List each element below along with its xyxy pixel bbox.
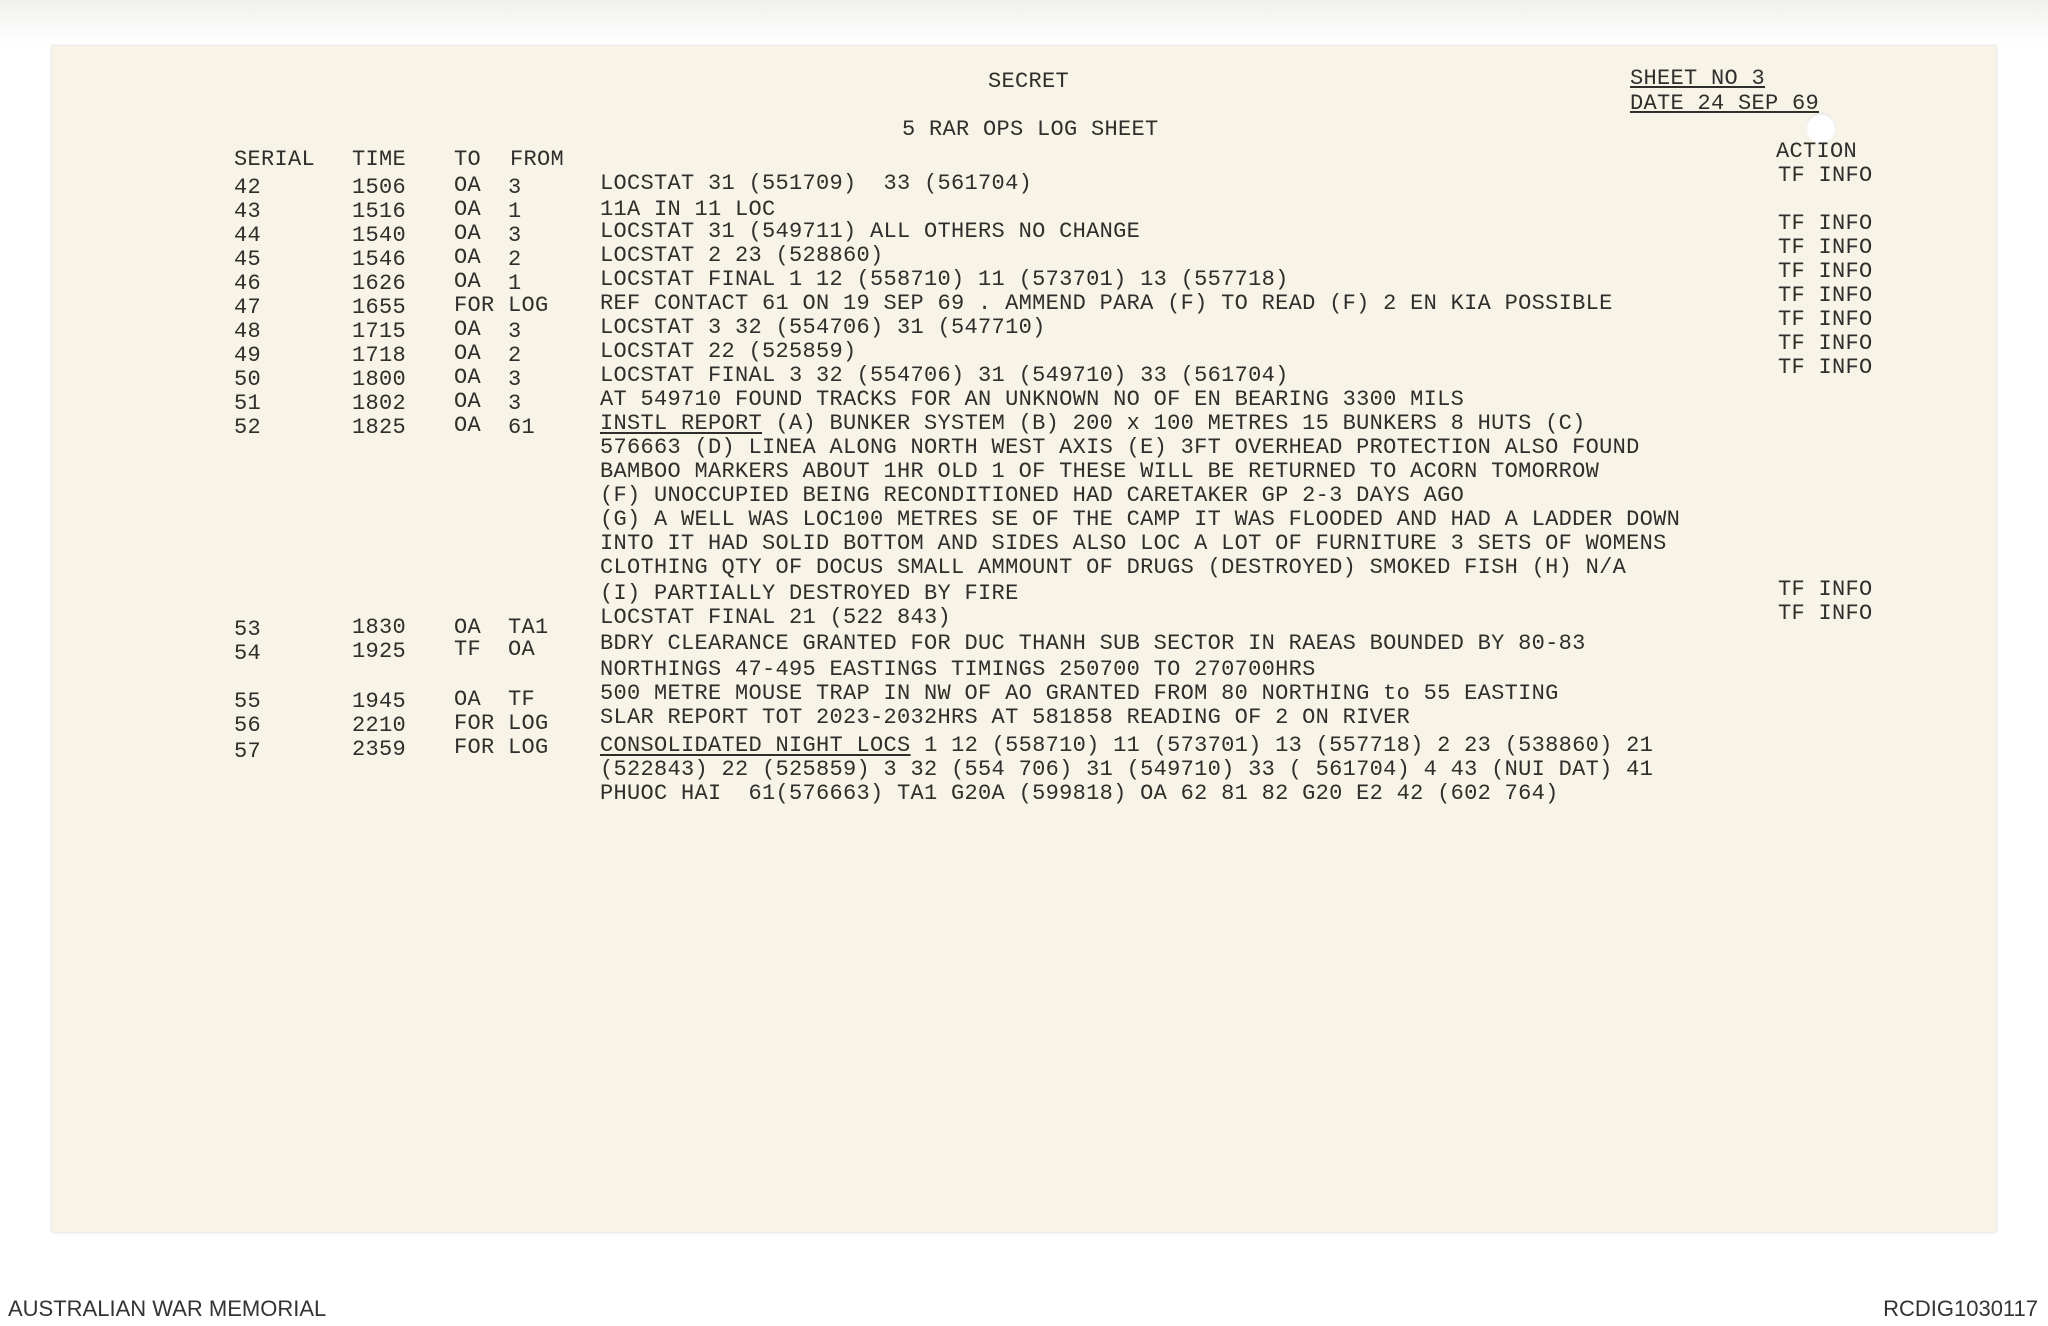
entry-time: 1802 (352, 391, 407, 416)
action-note: TF INFO (1778, 355, 1873, 380)
column-header-to: TO (454, 147, 482, 172)
entry-time: 2210 (352, 713, 407, 738)
entry-time: 1715 (352, 319, 407, 344)
entry-from: 3 (508, 391, 522, 416)
entry-to: OA (454, 317, 482, 342)
action-note: TF INFO (1778, 235, 1873, 260)
entry-to: OA (454, 245, 482, 270)
entry-time: 1655 (352, 295, 407, 320)
entry-to: OA (454, 269, 482, 294)
entry-message-continuation: CLOTHING QTY OF DOCUS SMALL AMMOUNT OF DRUGS (DESTROYED) SMOKED FISH (H) N/A (600, 555, 1627, 580)
entry-message: 500 METRE MOUSE TRAP IN NW OF AO GRANTED FROM 80 NORTHING to 55 EASTING (600, 681, 1559, 706)
entry-time: 2359 (352, 737, 407, 762)
entry-message-continuation: (G) A WELL WAS LOC100 METRES SE OF THE CAMP IT WAS FLOODED AND HAD A LADDER DOWN (600, 507, 1681, 532)
entry-from: 2 (508, 247, 522, 272)
entry-message-continuation: (522843) 22 (525859) 3 32 (554 706) 31 (549710) 33 ( 561704) 4 43 (NUI DAT) 41 (600, 757, 1654, 782)
action-note: TF INFO (1778, 307, 1873, 332)
entry-from: LOG (508, 711, 549, 736)
entry-from: 3 (508, 223, 522, 248)
entry-time: 1925 (352, 639, 407, 664)
entry-message: AT 549710 FOUND TRACKS FOR AN UNKNOWN NO OF EN BEARING 3300 MILS (600, 387, 1465, 412)
entry-to: OA (454, 413, 482, 438)
column-header-serial: SERIAL (234, 147, 316, 172)
action-note: TF INFO (1778, 163, 1873, 188)
entry-from: 3 (508, 367, 522, 392)
entry-serial: 47 (234, 295, 262, 320)
entry-message: LOCSTAT 3 32 (554706) 31 (547710) (600, 315, 1046, 340)
entry-to: FOR (454, 735, 495, 760)
entry-time: 1800 (352, 367, 407, 392)
entry-message (600, 412, 1586, 436)
entry-from: 2 (508, 343, 522, 368)
entry-serial: 49 (234, 343, 262, 368)
entry-message (600, 734, 1653, 758)
entry-to: OA (454, 365, 482, 390)
action-note: TF INFO (1778, 577, 1873, 602)
entry-serial: 43 (234, 199, 262, 224)
sheet-number: SHEET NO 3 (1630, 66, 1766, 91)
archive-credit: AUSTRALIAN WAR MEMORIAL (8, 1296, 327, 1321)
entry-from: OA (508, 637, 536, 662)
entry-message-continuation: PHUOC HAI 61(576663) TA1 G20A (599818) OA 62 81 82 G20 E2 42 (602 764) (600, 781, 1559, 806)
entry-time: 1516 (352, 199, 407, 224)
entry-to: FOR (454, 293, 495, 318)
entry-time: 1626 (352, 271, 407, 296)
entry-message: REF CONTACT 61 ON 19 SEP 69 . AMMEND PARA (F) TO READ (F) 2 EN KIA POSSIBLE (600, 291, 1613, 316)
entry-to: OA (454, 221, 482, 246)
action-note: TF INFO (1778, 601, 1873, 626)
entry-message-body: (A) BUNKER SYSTEM (B) 200 x 100 METRES 15 BUNKERS 8 HUTS (C) (762, 411, 1586, 436)
entry-from: 1 (508, 271, 522, 296)
entry-serial: 53 (234, 617, 262, 642)
entry-from: TF (508, 687, 536, 712)
entry-to: FOR (454, 711, 495, 736)
entry-from: 3 (508, 319, 522, 344)
entry-serial: 54 (234, 641, 262, 666)
entry-to: TF (454, 637, 482, 662)
entry-to: OA (454, 173, 482, 198)
entry-message: LOCSTAT FINAL 1 12 (558710) 11 (573701) 13 (557718) (600, 267, 1289, 292)
entry-message-continuation: (I) PARTIALLY DESTROYED BY FIRE (600, 581, 1019, 606)
archive-reference: RCDIG1030117 (1883, 1296, 2038, 1321)
entry-message-body: 1 12 (558710) 11 (573701) 13 (557718) 2 23 (538860) 21 (910, 733, 1654, 758)
column-header-from: FROM (510, 147, 565, 172)
entry-message-continuation: (F) UNOCCUPIED BEING RECONDITIONED HAD CARETAKER GP 2-3 DAYS AGO (600, 483, 1465, 508)
column-header-action: ACTION (1776, 139, 1858, 164)
entry-serial: 48 (234, 319, 262, 344)
entry-message: BDRY CLEARANCE GRANTED FOR DUC THANH SUB SECTOR IN RAEAS BOUNDED BY 80-83 (600, 631, 1586, 656)
entry-time: 1506 (352, 175, 407, 200)
action-note: TF INFO (1778, 283, 1873, 308)
entry-serial: 46 (234, 271, 262, 296)
entry-to: OA (454, 389, 482, 414)
entry-serial: 57 (234, 739, 262, 764)
entry-time: 1540 (352, 223, 407, 248)
entry-time: 1825 (352, 415, 407, 440)
entry-from: TA1 (508, 615, 549, 640)
entry-serial: 52 (234, 415, 262, 440)
entry-message: LOCSTAT 22 (525859) (600, 339, 857, 364)
action-note: TF INFO (1778, 331, 1873, 356)
entry-serial: 42 (234, 175, 262, 200)
entry-from: LOG (508, 735, 549, 760)
entry-serial: 55 (234, 689, 262, 714)
entry-message-heading: CONSOLIDATED NIGHT LOCS (600, 733, 911, 758)
entry-message-continuation: BAMBOO MARKERS ABOUT 1HR OLD 1 OF THESE WILL BE RETURNED TO ACORN TOMORROW (600, 459, 1600, 484)
entry-message: LOCSTAT FINAL 3 32 (554706) 31 (549710) 33 (561704) (600, 363, 1289, 388)
entry-message-heading: INSTL REPORT (600, 411, 763, 436)
action-note: TF INFO (1778, 259, 1873, 284)
entry-time: 1945 (352, 689, 407, 714)
entry-to: OA (454, 197, 482, 222)
entry-time: 1830 (352, 615, 407, 640)
entry-serial: 45 (234, 247, 262, 272)
column-header-time: TIME (352, 147, 407, 172)
classification-marking: SECRET (988, 69, 1070, 94)
entry-from: 3 (508, 175, 522, 200)
entry-message: LOCSTAT 31 (549711) ALL OTHERS NO CHANGE (600, 219, 1141, 244)
entry-to: OA (454, 341, 482, 366)
entry-time: 1718 (352, 343, 407, 368)
entry-message: 11A IN 11 LOC (600, 197, 776, 222)
log-title: 5 RAR OPS LOG SHEET (902, 117, 1159, 142)
sheet-date: DATE 24 SEP 69 (1630, 91, 1820, 116)
entry-to: OA (454, 687, 482, 712)
entry-from: 61 (508, 415, 536, 440)
entry-to: OA (454, 615, 482, 640)
entry-message-continuation: INTO IT HAD SOLID BOTTOM AND SIDES ALSO LOC A LOT OF FURNITURE 3 SETS OF WOMENS (600, 531, 1667, 556)
entry-serial: 50 (234, 367, 262, 392)
entry-from: LOG (508, 293, 549, 318)
entry-from: 1 (508, 199, 522, 224)
entry-message: SLAR REPORT TOT 2023-2032HRS AT 581858 READING OF 2 ON RIVER (600, 705, 1411, 730)
entry-message: LOCSTAT 2 23 (528860) (600, 243, 884, 268)
entry-serial: 44 (234, 223, 262, 248)
entry-message-continuation: NORTHINGS 47-495 EASTINGS TIMINGS 250700 TO 270700HRS (600, 657, 1316, 682)
entry-message: LOCSTAT 31 (551709) 33 (561704) (600, 171, 1033, 196)
entry-serial: 51 (234, 391, 262, 416)
entry-message-continuation: 576663 (D) LINEA ALONG NORTH WEST AXIS (E) 3FT OVERHEAD PROTECTION ALSO FOUND (600, 435, 1640, 460)
entry-time: 1546 (352, 247, 407, 272)
entry-serial: 56 (234, 713, 262, 738)
action-note: TF INFO (1778, 211, 1873, 236)
scan-top-edge (0, 0, 2048, 44)
entry-message: LOCSTAT FINAL 21 (522 843) (600, 605, 952, 630)
